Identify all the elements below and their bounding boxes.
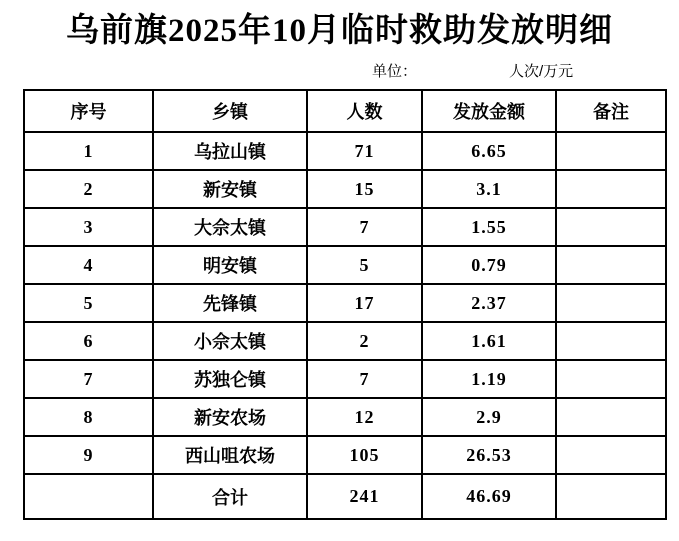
cell-town: 小佘太镇 xyxy=(153,322,307,360)
cell-town: 新安农场 xyxy=(153,398,307,436)
cell-town: 大佘太镇 xyxy=(153,208,307,246)
table-row xyxy=(24,360,666,398)
cell-seq: 6 xyxy=(24,322,153,360)
cell-amount: 3.1 xyxy=(422,170,556,208)
table-row xyxy=(24,132,666,170)
cell-seq: 3 xyxy=(24,208,153,246)
cell-seq: 1 xyxy=(24,132,153,170)
cell-note xyxy=(556,132,666,170)
cell-count: 15 xyxy=(307,170,422,208)
cell-town: 乌拉山镇 xyxy=(153,132,307,170)
cell-note xyxy=(556,246,666,284)
cell-seq: 8 xyxy=(24,398,153,436)
table-row xyxy=(24,170,666,208)
cell-count: 17 xyxy=(307,284,422,322)
total-cell-amount: 46.69 xyxy=(422,474,556,519)
cell-count: 12 xyxy=(307,398,422,436)
table-body xyxy=(24,132,666,519)
cell-note xyxy=(556,322,666,360)
total-cell-count: 241 xyxy=(307,474,422,519)
cell-seq: 5 xyxy=(24,284,153,322)
table-row xyxy=(24,398,666,436)
unit-label: 单位： xyxy=(372,63,418,80)
cell-note xyxy=(556,360,666,398)
cell-count: 7 xyxy=(307,208,422,246)
header-cell-1: 乡镇 xyxy=(153,90,307,132)
cell-amount: 6.65 xyxy=(422,132,556,170)
page-title: 乌前旗2025年10月临时救助发放明细 xyxy=(66,13,613,49)
cell-note xyxy=(556,284,666,322)
cell-amount: 1.61 xyxy=(422,322,556,360)
unit-value: 人次/万元 xyxy=(509,63,574,80)
cell-amount: 1.19 xyxy=(422,360,556,398)
header-row xyxy=(24,90,666,132)
cell-amount: 2.9 xyxy=(422,398,556,436)
cell-amount: 0.79 xyxy=(422,246,556,284)
header-cell-0: 序号 xyxy=(24,90,153,132)
table-row xyxy=(24,246,666,284)
total-row xyxy=(24,474,666,519)
cell-seq: 7 xyxy=(24,360,153,398)
cell-count: 105 xyxy=(307,436,422,474)
cell-note xyxy=(556,436,666,474)
cell-town: 苏独仑镇 xyxy=(153,360,307,398)
cell-count: 71 xyxy=(307,132,422,170)
cell-seq: 2 xyxy=(24,170,153,208)
header-cell-4: 备注 xyxy=(556,90,666,132)
header-cell-3: 发放金额 xyxy=(422,90,556,132)
total-cell-seq xyxy=(24,474,153,519)
cell-town: 明安镇 xyxy=(153,246,307,284)
cell-seq: 4 xyxy=(24,246,153,284)
cell-note xyxy=(556,398,666,436)
cell-town: 先锋镇 xyxy=(153,284,307,322)
cell-amount: 1.55 xyxy=(422,208,556,246)
cell-count: 2 xyxy=(307,322,422,360)
table-row xyxy=(24,208,666,246)
table-row xyxy=(24,322,666,360)
header-cell-2: 人数 xyxy=(307,90,422,132)
cell-town: 新安镇 xyxy=(153,170,307,208)
distribution-table xyxy=(23,89,667,520)
cell-note xyxy=(556,170,666,208)
cell-amount: 26.53 xyxy=(422,436,556,474)
total-label: 合计 xyxy=(153,474,307,519)
table-row xyxy=(24,436,666,474)
table-row xyxy=(24,284,666,322)
cell-count: 7 xyxy=(307,360,422,398)
cell-seq: 9 xyxy=(24,436,153,474)
cell-amount: 2.37 xyxy=(422,284,556,322)
total-cell-note xyxy=(556,474,666,519)
cell-note xyxy=(556,208,666,246)
cell-count: 5 xyxy=(307,246,422,284)
cell-town: 西山咀农场 xyxy=(153,436,307,474)
